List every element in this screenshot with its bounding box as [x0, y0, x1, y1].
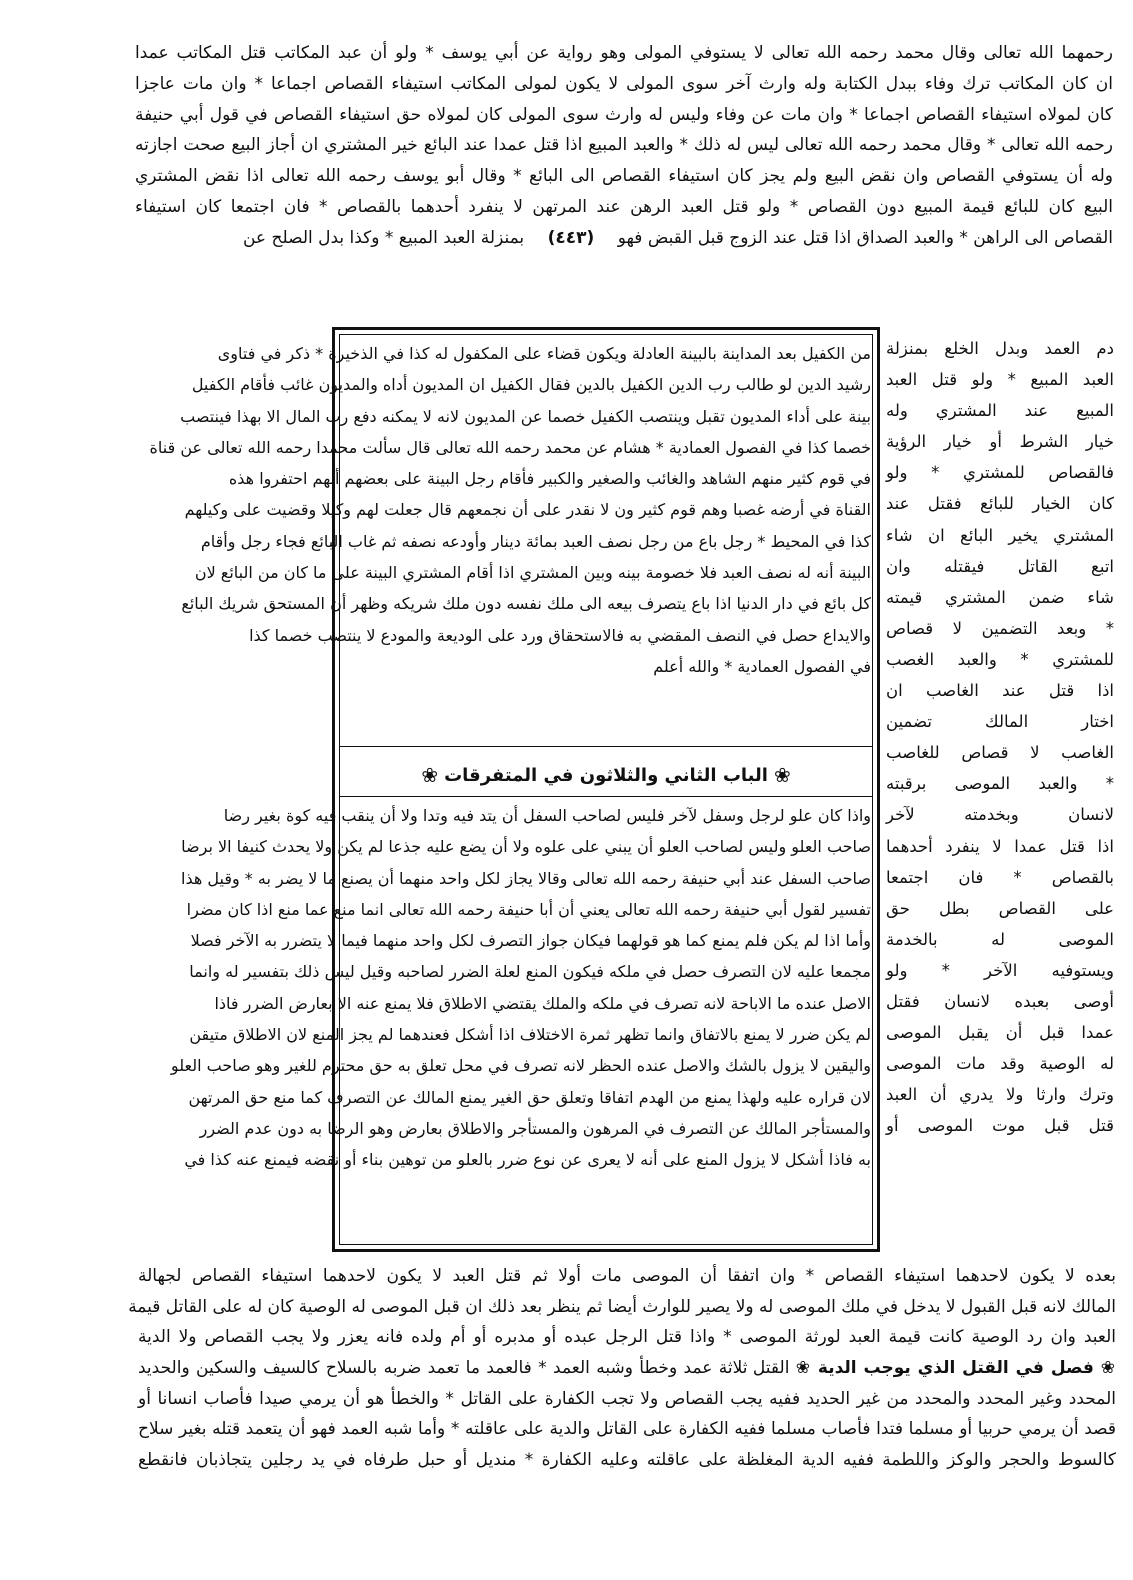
text-line: رحمه الله تعالى * وقال محمد رحمه الله تعالى ليس له ذلك * والعبد المبيع اذا قتل عمدا عند البائع خير المشتري ان أجاز البيع صحت اجازته — [135, 135, 1113, 156]
text-line: من الكفيل بعد المداينة بالبينة العادلة ويكون قضاء على المكفول له كذا في الذخيرة * ذكر في فتاوى — [217, 344, 871, 363]
text-line: الغاصب لا قصاص للغاصب — [886, 743, 1114, 763]
text-line: قتل قبل موت الموصى أو — [886, 1116, 1114, 1136]
text-line: دم العمد وبدل الخلع بمنزلة — [886, 339, 1114, 358]
text-line-with-page-number — [135, 223, 1113, 254]
text-line: واذا كان علو لرجل وسفل لآخر فليس لصاحب السفل أن يتد فيه وتدا ولا أن ينقب فيه كوة بغير رضا — [223, 806, 871, 825]
text-line: لم يكن ضرر لا يمنع بالاتفاق وانما تظهر ثمرة الاختلاف اذا أشكل فعندهما لم يجز المنع لان الاطلاق متيقن — [189, 1025, 871, 1045]
text-line: وترك وارثا ولا يدري أن العبد — [886, 1085, 1114, 1105]
text-line: رحمهما الله تعالى وقال محمد رحمه الله تعالى لا يستوفي المولى وهو رواية عن أبي يوسف * ولو أن عبد المكاتب قتل المكاتب عمدا — [135, 43, 1113, 63]
text-line-with-section-heading — [138, 1353, 1116, 1384]
text-line: كان لمولاه استيفاء القصاص اجماعا * وان مات عن وفاء وليس له وارث سوى المولى كان لمولاه حق استيفاء القصاص في قول أبي حنيفة — [135, 104, 1113, 125]
text-line: صاحب السفل عند أبي حنيفة رحمه الله تعالى وقالا يجاز لكل واحد منهما أن يصنع ما لا يضر به * وقيل هذا — [181, 868, 871, 888]
text-line: بعده لا يكون لاحدهما استيفاء القصاص * وان اتفقا أن الموصى مات أولا ثم قتل العبد لا يكون لاحدهما استيفاء القصاص لجهالة — [138, 1266, 1116, 1286]
text-line: * والعبد الموصى برقبته — [886, 774, 1114, 794]
text-line: الاصل عنده ما الاباحة لانه تصرف في ملكه والملك يقتضي الاطلاق فلا يمنع عنه الا بعارض الضرر فاذا — [214, 993, 871, 1013]
text-line: المالك لانه قبل القبول لا يدخل في ملك الموصى له ولا يصير للوارث أيضا ثم ينظر بعد ذلك ان قبل الموصى له الوصية كان له على القاتل قيمة — [128, 1296, 1116, 1317]
chapter-heading — [341, 758, 871, 792]
text-line: واليقين لا يزول بالشك والاصل عنده الحظر لانه تصرف في محل تعلق به حق محترم للغير وهو صاحب العلو — [170, 1056, 871, 1076]
text-line: البيع كان للبائع قيمة المبيع دون القصاص * ولو قتل العبد الرهن عند المرتهن لا ينفرد أحدهما بالقصاص * فان اجتمعا كان استيفاء — [135, 196, 1113, 217]
text-line: على القصاص بطل حق — [886, 898, 1114, 918]
heading-divider-top — [339, 746, 873, 747]
commentary-lower-text — [170, 800, 871, 1176]
text-line: بينة على أداء المديون تقبل وينتصب الكفيل خصما عن المديون لانه لا يمكنه دفع رب المال الا بهذا فينتصب — [180, 406, 871, 426]
text-line: المشتري يخير البائع ان شاء — [886, 525, 1114, 545]
text-line-end: بمنزلة العبد المبيع * وكذا بدل الصلح عن — [242, 227, 525, 248]
text-line: بالقصاص * فان اجتمعا — [886, 867, 1114, 887]
text-line: والمستأجر المالك عن التصرف في المرهون والمستأجر والاطلاق بعارض وهو الرضا به دون عدم الضرر — [199, 1118, 871, 1138]
text-line: لان قراره عليه ولهذا يمنع من الهدم اتفاقا وتعلق حق الغير يمنع المالك عن التصرف كما منع حق المرتهن — [188, 1087, 871, 1107]
text-line: لانسان وبخدمته لآخر — [886, 805, 1114, 825]
text-line: * وبعد التضمين لا قصاص — [886, 618, 1114, 638]
top-text-block — [135, 38, 1113, 254]
side-text-column — [886, 333, 1114, 1141]
text-line: اتبع القاتل فيقتله وان — [886, 556, 1114, 576]
text-line: قصد أن يرمي حربيا أو مسلما فتدا فأصاب مسلما ففيه الكفارة على القاتل والدية على عاقلته * وأما شبه العمد فهو أن يتعمد قتله بغير سلاح — [138, 1419, 1116, 1440]
chapter-title: الباب الثاني والثلاثون في المتفرقات — [444, 764, 768, 786]
text-line: القناة في أرضه غصبا وهم قوم كثير ون لا نقدر على أن نجمعهم قال جعلت لهم وكيلا وقضيت على وكيلهم — [184, 500, 871, 520]
text-line: للمشتري * والعبد الغصب — [886, 649, 1114, 669]
text-line: صاحب العلو وليس لصاحب العلو أن يبني على علوه ولا أن يضع عليه جذعا لم يكن ولا يحدث كنيفا الا برضا — [181, 837, 871, 857]
text-line: كذا في المحيط * رجل باع من رجل نصف العبد بمائة دينار وأودعه نصفه ثم غاب البائع فجاء رجل وأقام — [200, 531, 871, 551]
text-line: فالقصاص للمشتري * ولو — [886, 463, 1114, 483]
text-line: رشيد الدين لو طالب رب الدين الكفيل بالدين فقال الكفيل ان المديون أداه والمديون غائب فأقام الكفيل — [191, 375, 871, 395]
text-line: كالسوط والحجر والوكز واللطمة ففيه الدية المغلظة على عاقلته وعليه الكفارة * منديل أو حبل طرفاه في يد رجلين يتجاذبان فانقطع — [138, 1450, 1116, 1471]
text-line: في الفصول العمادية * والله أعلم — [653, 656, 871, 676]
commentary-upper-text — [149, 338, 871, 682]
text-line: تفسير لقول أبي حنيفة رحمه الله تعالى يعني أن أبا حنيفة رحمه الله تعالى انما منع عما منع اذا كان مضرا — [186, 899, 871, 919]
text-line: اذا قتل عند الغاصب ان — [886, 681, 1114, 701]
text-line-rest: القتل ثلاثة عمد وخطأ وشبه العمد * فالعمد ما تعمد ضربه بالسلاح كالسيف والسكين والحديد — [138, 1358, 790, 1379]
text-line-start: القصاص الى الراهن * والعبد الصداق اذا قتل عند الزوج قبل القبض فهو — [617, 227, 1113, 248]
text-line: ان كان المكاتب ترك وفاء ببدل الكتابة وله وارث آخر سوى المولى لا يكون لمولى المكاتب استيفاء القصاص اجماعا * وان مات عاجزا — [135, 73, 1113, 94]
text-line: الموصى له بالخدمة — [886, 929, 1114, 949]
text-line: كل بائع في دار الدنيا اذا باع يتصرف بيعه الى ملك نفسه دون ملك شريكه وظهر أن المستحق شريك البائع — [181, 594, 871, 614]
text-line: العبد المبيع * ولو قتل العبد — [886, 370, 1114, 390]
ornament-icon: ❀ — [773, 763, 791, 787]
text-line: مجمعا عليه لان التصرف حصل في ملكه فيكون المنع لعلة الضرر لصاحبه وقيل ليس ذلك بتفسير له وانما — [189, 962, 871, 982]
text-line: به فاذا أشكل لا يزول المنع على أنه لا يعرى عن نوع ضرر بالعلو من توهين بناء أو نقضه فيمنع عنه كذا في — [184, 1150, 871, 1170]
section-heading: ❀ فصل في القتل الذي يوجب الدية ❀ — [795, 1358, 1116, 1379]
text-line: اذا قتل عمدا لا ينفرد أحدهما — [886, 836, 1114, 856]
text-line: العبد وان رد الوصية كانت قيمة العبد لورثة الموصى * واذا قتل الرجل عبده أو مدبره أو أم ولده فانه يعزر ولا يجب القصاص ولا الدية — [138, 1327, 1116, 1348]
text-line: عمدا قبل أن يقبل الموصى — [886, 1023, 1114, 1043]
text-line: شاء ضمن المشتري قيمته — [886, 587, 1114, 607]
text-line: والايداع حصل في النصف المقضي به فالاستحقاق ورد على الوديعة والمودع لا ينتصب خصما كذا — [249, 625, 871, 645]
bottom-text-block — [128, 1261, 1116, 1476]
heading-divider-bottom — [339, 796, 873, 797]
text-line: وله أن يستوفي القصاص وان نقض البيع ولم يجز كان استيفاء القصاص الى البائع * وقال أبو يوسف رحمه الله تعالى اذا نقض المشتري — [135, 166, 1113, 187]
text-line: أوصى بعبده لانسان فقتل — [886, 991, 1114, 1011]
text-line: في قوم كثير منهم الشاهد والغائب والصغير والكبير فأقام رجل البينة على بعضهم أنهم احتفروا هذه — [228, 469, 871, 489]
text-line: البينة أنه له نصف العبد فلا خصومة بينه وبين المشتري اذا أقام المشتري البينة على ما كان من البائع لان — [194, 563, 871, 583]
text-line: المبيع عند المشتري وله — [886, 401, 1114, 421]
text-line: اختار المالك تضمين — [886, 712, 1114, 732]
text-line: ويستوفيه الآخر * ولو — [886, 960, 1114, 980]
text-line: كان الخيار للبائع فقتل عند — [886, 494, 1114, 514]
ornament-icon: ❀ — [421, 763, 439, 787]
text-line: خيار الشرط أو خيار الرؤية — [886, 432, 1114, 452]
page-number: (٤٤٣) — [547, 227, 595, 248]
text-line: المحدد وغير المحدد والمحدد من غير الحديد ففيه يجب القصاص ولا تجب الكفارة على القاتل * والخطأ هو أن يرمي صيدا فأصاب انسانا أو — [138, 1388, 1116, 1409]
text-line: له الوصية وقد مات الموصى — [886, 1054, 1114, 1074]
text-line: وأما اذا لم يكن فلم يمنع كما هو قولهما فيكان جواز التصرف لكل واحد منهما فيما لا يتضرر به الآخر فصلا — [190, 931, 871, 951]
text-line: خصما كذا في الفصول العمادية * هشام عن محمد رحمه الله تعالى قال سألت محمدا رحمه الله تعالى عن قناة — [149, 437, 871, 457]
